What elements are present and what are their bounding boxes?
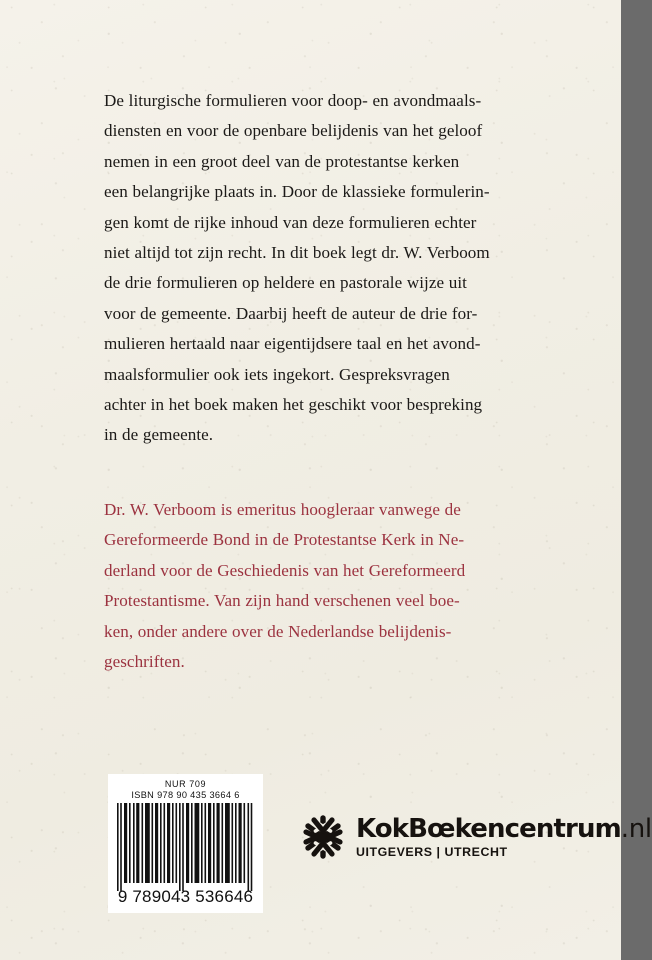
bio-line: Dr. W. Verboom is emeritus hoogleraar vanwege de	[104, 499, 461, 519]
barcode-digits: 9 789043 536646	[117, 887, 254, 906]
author-biography	[104, 451, 520, 677]
bio-line: Gereformeerde Bond in de Protestantse Kerk in Ne-	[104, 530, 465, 550]
blurb-line: voor de gemeente. Daarbij heeft de auteur de drie for-	[104, 303, 478, 323]
publisher-name	[356, 813, 652, 844]
publisher-name-main: KokBœkencentrum	[356, 813, 621, 844]
blurb-line: niet altijd tot zijn recht. In dit boek legt dr. W. Verboom	[104, 243, 490, 263]
blurb-line: gen komt de rijke inhoud van deze formulieren echter	[104, 212, 477, 232]
blurb-line: maalsformulier ook iets ingekort. Gespreksvragen	[104, 364, 450, 384]
publisher-logo	[301, 812, 652, 862]
blurb-line: nemen in een groot deel van de protestantse kerken	[104, 151, 460, 171]
publisher-tagline: UITGEVERS | UTRECHT	[356, 844, 508, 859]
bio-line: derland voor de Geschiedenis van het Gereformeerd	[104, 560, 466, 580]
book-description	[104, 86, 520, 451]
blurb-line: een belangrijke plaats in. Door de klassieke formulerin-	[104, 182, 490, 202]
bio-line: ken, onder andere over de Nederlandse belijdenis-	[104, 621, 452, 641]
barcode-bars-icon	[116, 803, 255, 891]
publisher-name-tld: .nl	[620, 813, 652, 844]
blurb-line: in de gemeente.	[104, 425, 214, 445]
bio-line: geschriften.	[104, 651, 185, 671]
isbn-barcode	[108, 774, 263, 913]
publisher-name-block	[356, 813, 652, 859]
cover-text-block	[104, 86, 520, 677]
blurb-line: diensten en voor de openbare belijdenis van het geloof	[104, 121, 483, 141]
blurb-line: achter in het boek maken het geschikt voor bespreking	[104, 395, 483, 415]
kokboekencentrum-starburst-icon	[301, 812, 345, 862]
isbn-number: ISBN 978 90 435 3664 6	[131, 790, 240, 801]
bio-line: Protestantisme. Van zijn hand verschenen veel boe-	[104, 591, 460, 611]
nur-code: NUR 709	[164, 779, 207, 789]
blurb-line: De liturgische formulieren voor doop- en avondmaals-	[104, 91, 482, 110]
blurb-line: mulieren hertaald naar eigentijdsere taal en het avond-	[104, 334, 481, 354]
blurb-line: de drie formulieren op heldere en pastorale wijze uit	[104, 273, 467, 293]
